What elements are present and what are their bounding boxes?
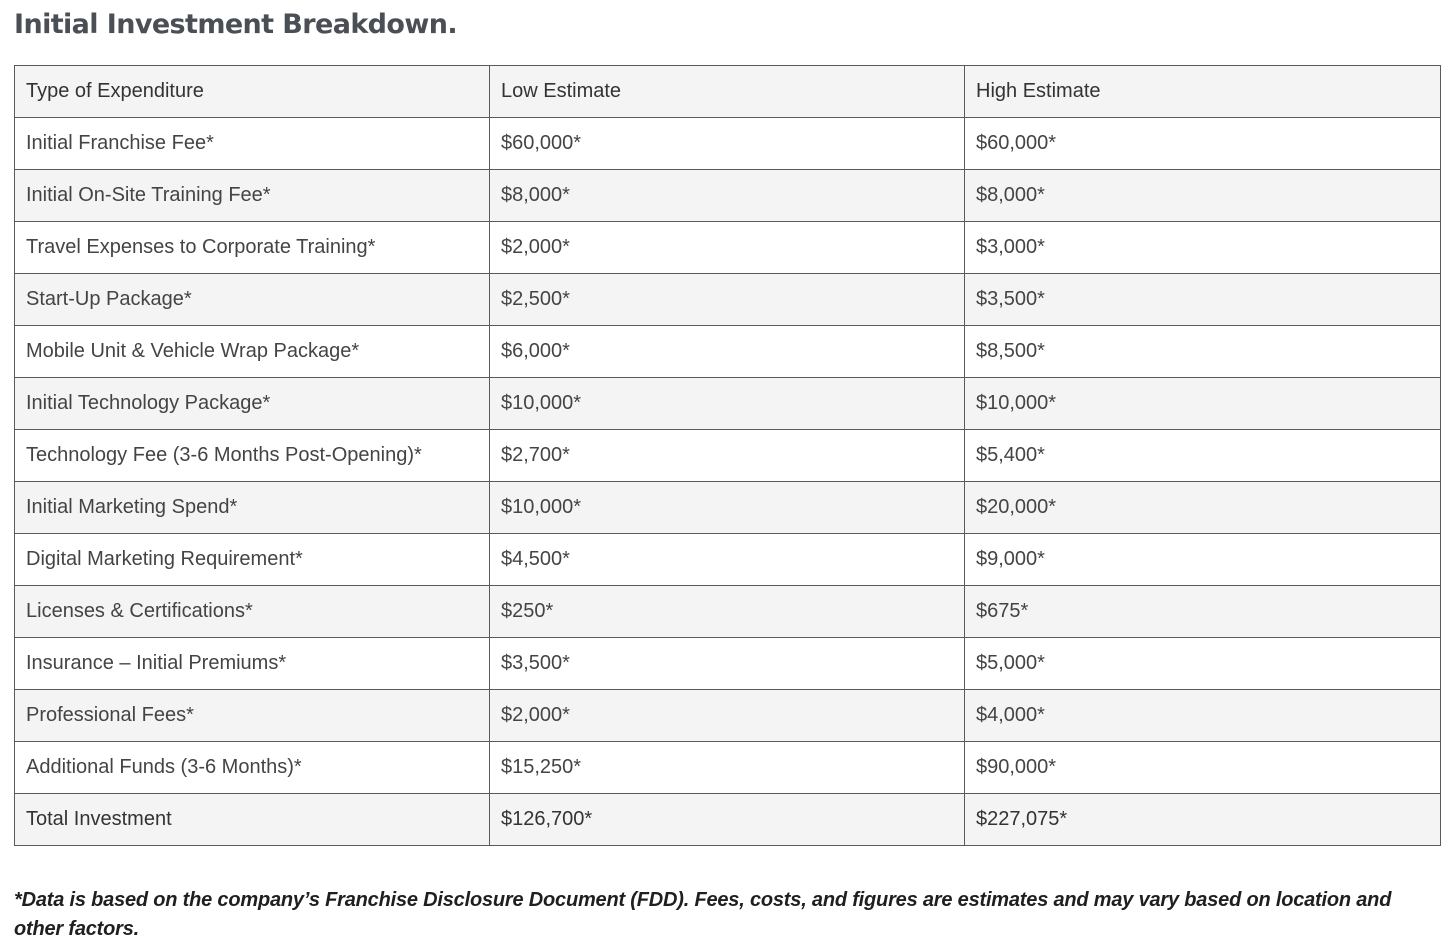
- high-estimate-cell: $8,500*: [965, 326, 1441, 378]
- expenditure-cell: Initial On-Site Training Fee*: [15, 170, 490, 222]
- header-low-estimate: Low Estimate: [490, 66, 965, 118]
- high-estimate-cell: $3,500*: [965, 274, 1441, 326]
- total-low-cell: $126,700*: [490, 794, 965, 846]
- high-estimate-cell: $90,000*: [965, 742, 1441, 794]
- table-row: [15, 638, 1441, 690]
- total-label-cell: Total Investment: [15, 794, 490, 846]
- low-estimate-cell: $2,700*: [490, 430, 965, 482]
- low-estimate-cell: $10,000*: [490, 482, 965, 534]
- table-header-row: [15, 66, 1441, 118]
- expenditure-cell: Mobile Unit & Vehicle Wrap Package*: [15, 326, 490, 378]
- high-estimate-cell: $4,000*: [965, 690, 1441, 742]
- expenditure-cell: Additional Funds (3-6 Months)*: [15, 742, 490, 794]
- expenditure-cell: Initial Technology Package*: [15, 378, 490, 430]
- investment-table: [14, 65, 1441, 846]
- header-high-estimate: High Estimate: [965, 66, 1441, 118]
- expenditure-cell: Travel Expenses to Corporate Training*: [15, 222, 490, 274]
- expenditure-cell: Professional Fees*: [15, 690, 490, 742]
- table-row: [15, 430, 1441, 482]
- low-estimate-cell: $2,500*: [490, 274, 965, 326]
- table-row: [15, 274, 1441, 326]
- low-estimate-cell: $8,000*: [490, 170, 965, 222]
- expenditure-cell: Technology Fee (3-6 Months Post-Opening)*: [15, 430, 490, 482]
- high-estimate-cell: $3,000*: [965, 222, 1441, 274]
- low-estimate-cell: $2,000*: [490, 222, 965, 274]
- low-estimate-cell: $4,500*: [490, 534, 965, 586]
- high-estimate-cell: $10,000*: [965, 378, 1441, 430]
- expenditure-cell: Insurance – Initial Premiums*: [15, 638, 490, 690]
- low-estimate-cell: $6,000*: [490, 326, 965, 378]
- total-row: [15, 794, 1441, 846]
- low-estimate-cell: $10,000*: [490, 378, 965, 430]
- expenditure-cell: Licenses & Certifications*: [15, 586, 490, 638]
- high-estimate-cell: $60,000*: [965, 118, 1441, 170]
- low-estimate-cell: $60,000*: [490, 118, 965, 170]
- table-row: [15, 170, 1441, 222]
- table-row: [15, 118, 1441, 170]
- table-row: [15, 690, 1441, 742]
- low-estimate-cell: $2,000*: [490, 690, 965, 742]
- expenditure-cell: Initial Franchise Fee*: [15, 118, 490, 170]
- table-row: [15, 222, 1441, 274]
- footnote: *Data is based on the company’s Franchise Disclosure Document (FDD). Fees, costs, and figures are estimates and may vary based on location and other factors.: [14, 889, 1392, 940]
- table-row: [15, 378, 1441, 430]
- high-estimate-cell: $5,000*: [965, 638, 1441, 690]
- expenditure-cell: Start-Up Package*: [15, 274, 490, 326]
- table-row: [15, 482, 1441, 534]
- table-row: [15, 326, 1441, 378]
- low-estimate-cell: $3,500*: [490, 638, 965, 690]
- table-row: [15, 742, 1441, 794]
- high-estimate-cell: $5,400*: [965, 430, 1441, 482]
- table-row: [15, 586, 1441, 638]
- expenditure-cell: Digital Marketing Requirement*: [15, 534, 490, 586]
- high-estimate-cell: $8,000*: [965, 170, 1441, 222]
- page-title: Initial Investment Breakdown.: [14, 9, 457, 40]
- low-estimate-cell: $250*: [490, 586, 965, 638]
- header-type-of-expenditure: Type of Expenditure: [15, 66, 490, 118]
- high-estimate-cell: $9,000*: [965, 534, 1441, 586]
- low-estimate-cell: $15,250*: [490, 742, 965, 794]
- total-high-cell: $227,075*: [965, 794, 1441, 846]
- table-row: [15, 534, 1441, 586]
- expenditure-cell: Initial Marketing Spend*: [15, 482, 490, 534]
- high-estimate-cell: $20,000*: [965, 482, 1441, 534]
- high-estimate-cell: $675*: [965, 586, 1441, 638]
